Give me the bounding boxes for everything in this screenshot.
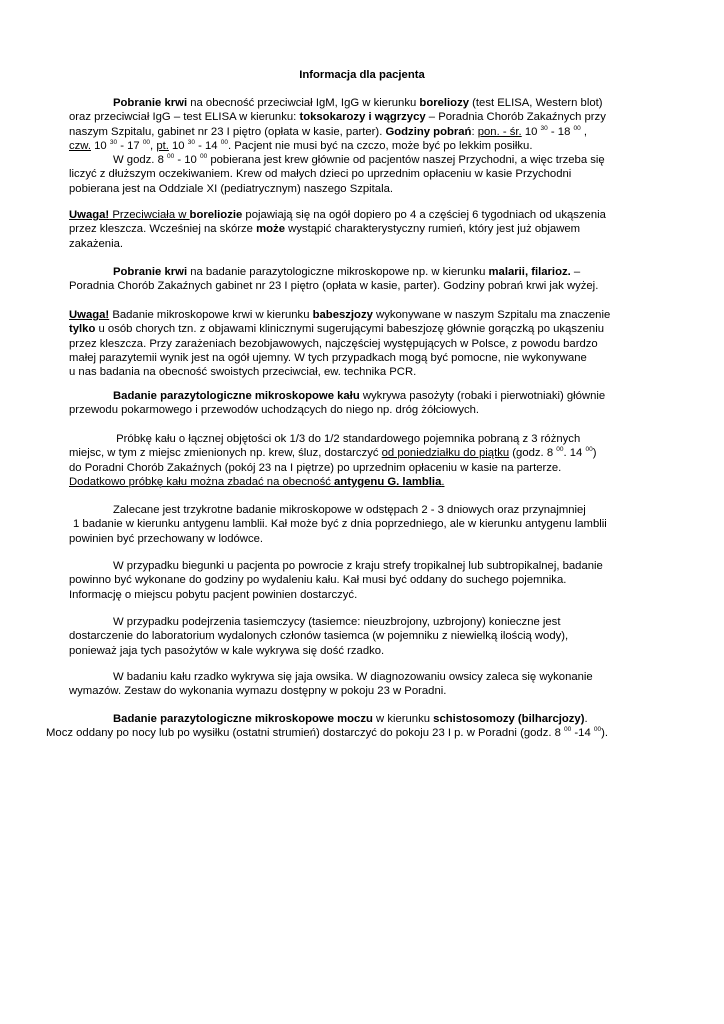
text-run: przez kleszcza. Przy zarażeniach bezobjawowych, najczęściej występujących w Polsce, z powodu bardzo <box>69 337 598 350</box>
text-run: przez kleszcza. Wcześniej na skórze <box>69 223 257 236</box>
superscript-text: 00 <box>564 726 572 734</box>
document-title: Informacja dla pacjenta <box>299 69 425 81</box>
text-line <box>46 712 678 726</box>
paragraph-tapeworm <box>69 615 652 658</box>
text-line <box>69 629 652 643</box>
text-run: może <box>256 223 285 236</box>
paragraph-blood-malaria <box>69 265 652 294</box>
text-run: . Pacjent nie musi być na czczo, może być po lekkim posiłku. <box>227 139 533 152</box>
text-line <box>69 265 652 279</box>
text-run: ) <box>592 447 597 460</box>
text-run: - 18 <box>547 125 574 138</box>
text-line <box>69 684 652 698</box>
text-run: Pobranie krwi <box>113 97 188 109</box>
text-run: schistosomozy (bilharcjozy) <box>433 713 585 725</box>
text-line <box>69 222 652 236</box>
superscript-text: 30 <box>109 138 118 146</box>
text-run: pon. - śr. <box>477 125 522 138</box>
text-line <box>69 208 652 222</box>
text-run: do Poradni Chorób Zakaźnych (pokój 23 na I piętrze) po uprzednim opłaceniu w kasie na parterze. <box>69 461 562 474</box>
text-run: -14 <box>571 727 594 740</box>
superscript-text: 00 <box>556 446 564 454</box>
text-run: na badanie parazytologiczne mikroskopowe np. w kierunku <box>187 266 489 278</box>
text-run: W przypadku podejrzenia tasiemczycy (tasiemce: nieuzbrojony, uzbrojony) konieczne jest <box>113 616 561 628</box>
text-run: naszym Szpitalu, gabinet nr 23 I piętro (opłata w kasie, parter). <box>69 125 386 138</box>
text-run: pojawiają się na ogół dopiero po 4 a częściej 6 tygodniach od ukąszenia <box>242 209 606 221</box>
text-run: - 14 <box>194 139 221 152</box>
text-line <box>69 670 652 684</box>
text-line <box>69 389 652 403</box>
text-line <box>69 237 652 251</box>
text-line <box>69 337 652 351</box>
text-line <box>69 322 652 336</box>
paragraph-borreliosis-warning <box>69 208 652 251</box>
text-run: Badanie parazytologiczne mikroskopowe moczu <box>113 713 373 725</box>
text-line <box>69 559 652 573</box>
paragraph-urine-exam <box>46 712 678 741</box>
text-run: Badanie mikroskopowe krwi w kierunku <box>109 309 313 321</box>
text-run: pobierana jest na Oddziale XI (pediatrycznym) naszego Szpitala. <box>69 182 394 195</box>
text-run: boreliozie <box>189 209 243 221</box>
text-run: liczyć z dłuższym oczekiwaniem. Krew od małych dzieci po uprzednim opłaceniu w kasie Przychodni <box>69 168 572 181</box>
text-line <box>69 365 652 379</box>
text-line <box>69 432 652 446</box>
text-run: Godziny pobrań <box>385 125 472 138</box>
text-run: (test ELISA, Western blot) <box>469 97 603 109</box>
text-line <box>69 279 652 293</box>
text-run: miejsc, w tym z miejsc zmienionych np. krew, śluz, dostarczyć <box>69 447 382 460</box>
text-run: – <box>570 266 581 278</box>
text-line <box>69 351 652 365</box>
text-line <box>69 446 652 460</box>
text-run: Dodatkowo próbkę kału można zbadać na obecność <box>69 475 335 488</box>
text-run: wykonywane w naszym Szpitalu ma znaczenie <box>372 309 611 321</box>
paragraph-stool-exam <box>69 389 652 418</box>
text-run: na obecność przeciwciał IgM, IgG w kierunku <box>187 97 420 109</box>
superscript-text: 00 <box>573 124 581 132</box>
text-run: , <box>580 125 588 138</box>
text-run: antygenu G. lamblia <box>334 475 442 488</box>
text-run: w kierunku <box>372 713 434 725</box>
text-run: tylko <box>69 323 96 336</box>
text-run: malarii, filarioz. <box>488 266 571 278</box>
text-line <box>69 125 652 139</box>
text-run: u nas badania na obecność swoistych przeciwciał, ew. technika PCR. <box>69 366 417 379</box>
text-run: boreliozy <box>419 97 470 109</box>
text-run: Uwaga! <box>69 309 110 321</box>
text-line <box>69 503 652 517</box>
text-line <box>69 644 652 658</box>
text-run: 10 <box>168 139 188 152</box>
text-run: ). <box>601 727 609 740</box>
text-run: : <box>471 125 478 138</box>
text-line <box>46 726 678 740</box>
text-line <box>69 182 652 196</box>
text-run: (godz. 8 <box>509 447 557 460</box>
text-run: ponieważ jaja tych pasożytów w kale wykrywa się dość rzadko. <box>69 644 385 657</box>
text-run: u osób chorych tzn. z objawami klinicznymi sugerującymi babeszjozę głównie gorączką po ukąszeniu <box>95 323 604 336</box>
text-run: W badaniu kału rzadko wykrywa się jaja owsika. W diagnozowaniu owsicy zaleca się wykonanie <box>113 671 593 683</box>
superscript-text: 00 <box>585 446 593 454</box>
text-run: Przeciwciała w <box>109 209 190 221</box>
paragraph-stool-sample <box>69 432 652 489</box>
text-run: 10 <box>521 125 541 138</box>
text-line <box>69 475 652 489</box>
text-run: powinno być wykonane do godziny po wydaleniu kału. Kał musi być oddany do suchego pojemnika. <box>69 574 567 587</box>
paragraph-babesiosis-warning <box>69 308 652 379</box>
superscript-text: 00 <box>220 138 228 146</box>
text-line <box>69 573 652 587</box>
superscript-text: 30 <box>540 124 548 132</box>
text-run: Informację o miejscu pobytu pacjent powinien dostarczyć. <box>69 588 358 601</box>
text-run: zakażenia. <box>69 237 124 250</box>
text-line <box>69 403 652 417</box>
paragraph-pinworm <box>69 670 652 699</box>
text-run: wymazów. Zestaw do wykonania wymazu dostępny w pokoju 23 w Poradni. <box>69 685 447 698</box>
text-line <box>69 532 652 546</box>
text-run: – Poradnia Chorób Zakaźnych przy <box>425 111 606 124</box>
text-run: Pobranie krwi <box>113 266 188 278</box>
text-line <box>69 153 652 167</box>
text-run: Uwaga! <box>69 209 110 221</box>
text-run: . <box>441 475 445 488</box>
text-run: Badanie parazytologiczne mikroskopowe kału <box>113 390 360 402</box>
text-run: dostarczenie do laboratorium wydalonych członów tasiemca (w pojemniku z niewielką ilością wody), <box>69 630 569 643</box>
text-run: powinien być przechowany w lodówce. <box>69 532 264 545</box>
paragraph-stool-recommendation <box>69 503 652 546</box>
text-run: wystąpić charakterystyczny rumień, który jest już objawem <box>284 223 581 236</box>
text-line <box>69 96 652 110</box>
text-run: 1 badanie w kierunku antygenu lamblii. Kał może być z dnia poprzedniego, ale w kierunku antygenu lamblii <box>73 518 607 531</box>
text-line <box>69 139 652 153</box>
text-run: Próbkę kału o łącznej objętości ok 1/3 do 1/2 standardowego pojemnika pobraną z 3 różnych <box>113 433 581 445</box>
text-line <box>69 588 652 602</box>
text-run: małej parazytemii wynik jest na ogół ujemny. W tych przypadkach mogą być pomocne, nie wykonywane <box>69 351 587 364</box>
text-run: toksokarozy i wągrzycy <box>299 111 426 124</box>
text-run: wykrywa pasożyty (robaki i pierwotniaki) głównie <box>359 390 606 402</box>
text-run: W przypadku biegunki u pacjenta po powrocie z kraju strefy tropikalnej lub subtropikalnej, badanie <box>113 560 603 572</box>
text-run: pt. <box>156 139 169 152</box>
text-line <box>69 167 652 181</box>
superscript-text: 00 <box>142 138 151 146</box>
text-run: , <box>150 139 157 152</box>
text-run: 10 <box>90 139 110 152</box>
text-run: oraz przeciwciał IgG – test ELISA w kierunku: <box>69 111 300 124</box>
text-run: babeszjozy <box>312 309 373 321</box>
text-line <box>69 615 652 629</box>
superscript-text: 00 <box>593 726 602 734</box>
text-line <box>69 517 652 531</box>
text-run: Mocz oddany po nocy lub po wysiłku (ostatni strumień) dostarczyć do pokoju 23 I p. w Poradni (godz. 8 <box>46 727 565 740</box>
superscript-text: 00 <box>167 153 175 161</box>
text-run: Zalecane jest trzykrotne badanie mikroskopowe w odstępach 2 - 3 dniowych oraz przynajmniej <box>113 504 586 516</box>
paragraph-blood-borreliosis <box>69 96 652 196</box>
text-run: - 10 <box>174 154 200 167</box>
text-line <box>69 308 652 322</box>
text-line <box>69 461 652 475</box>
text-run: W godz. 8 <box>113 154 167 167</box>
text-run: - 17 <box>117 139 143 152</box>
text-run: przewodu pokarmowego i przewodów uchodzących do niego np. dróg żółciowych. <box>69 404 480 417</box>
text-run: . 14 <box>563 447 586 460</box>
text-line <box>69 110 652 124</box>
text-run: Poradnia Chorób Zakaźnych gabinet nr 23 I piętro (opłata w kasie, parter). Godziny pobrań krwi jak wyżej. <box>69 280 599 293</box>
text-run: czw. <box>69 139 91 152</box>
text-run: od poniedziałku do piątku <box>381 447 510 460</box>
superscript-text: 30 <box>187 138 195 146</box>
superscript-text: 00 <box>199 153 208 161</box>
text-run: pobierana jest krew głównie od pacjentów naszej Przychodni, a więc trzeba się <box>207 154 605 167</box>
text-run: . <box>584 713 588 725</box>
paragraph-tropical-diarrhea <box>69 559 652 602</box>
